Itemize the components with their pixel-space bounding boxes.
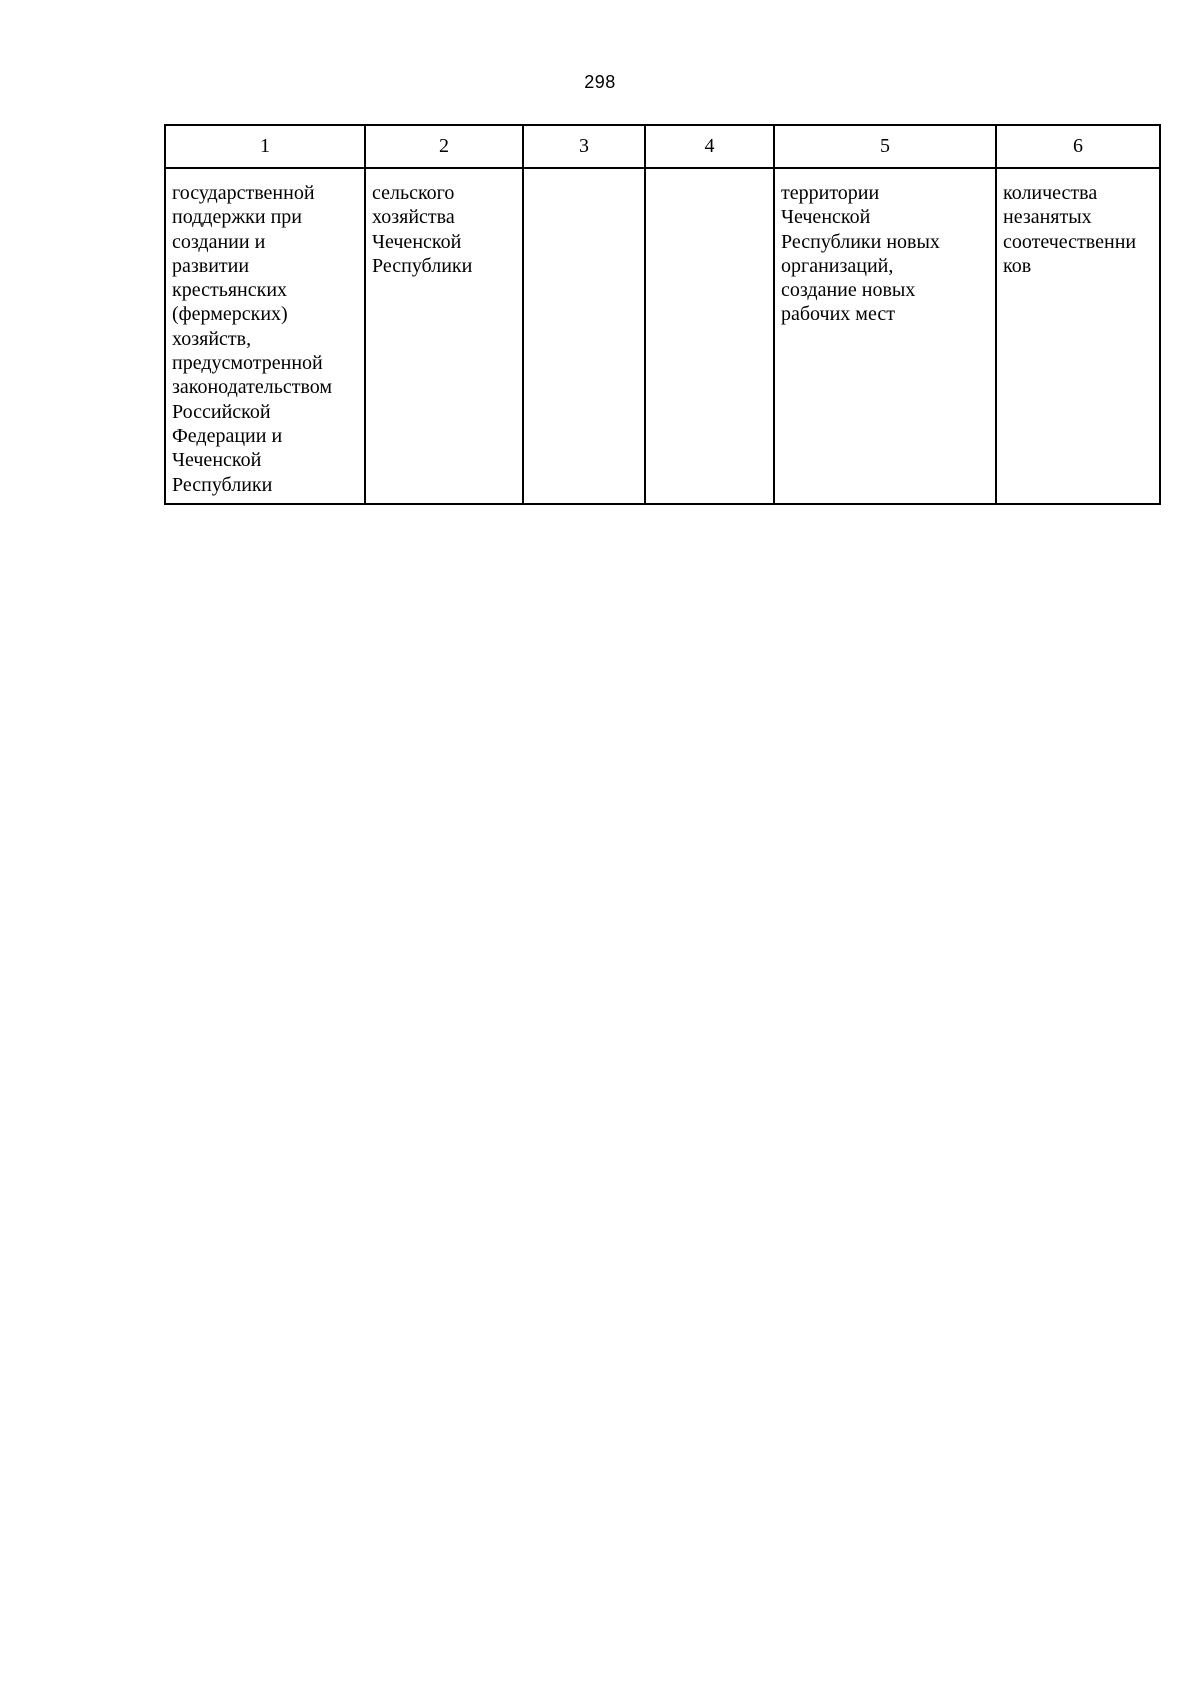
cell-text: сельского хозяйства Чеченской Республики [372,182,473,277]
table-cell [365,168,523,504]
cell-text: государственной поддержки при создании и развитии крестьянских (фермерских) хозяйств, предусмотренной законодательством Российской Федерации и Чеченской Республики [172,182,333,496]
cell-text: территории Чеченской Республики новых организаций, создание новых рабочих мест [781,182,940,326]
column-header-6: 6 [996,125,1160,168]
cell-text: количества незанятых соотечественни ков [1003,182,1137,277]
table-cell [645,168,774,504]
table-cell [774,168,996,504]
table-cell [165,168,365,504]
page-number: 298 [584,72,616,92]
column-header-1: 1 [165,125,365,168]
column-header-4: 4 [645,125,774,168]
column-header-5: 5 [774,125,996,168]
table-cell [996,168,1160,504]
table-header-row [165,125,1160,168]
table-row [165,168,1160,504]
column-header-3: 3 [523,125,645,168]
column-header-2: 2 [365,125,523,168]
table-cell [523,168,645,504]
document-table [164,124,1161,505]
